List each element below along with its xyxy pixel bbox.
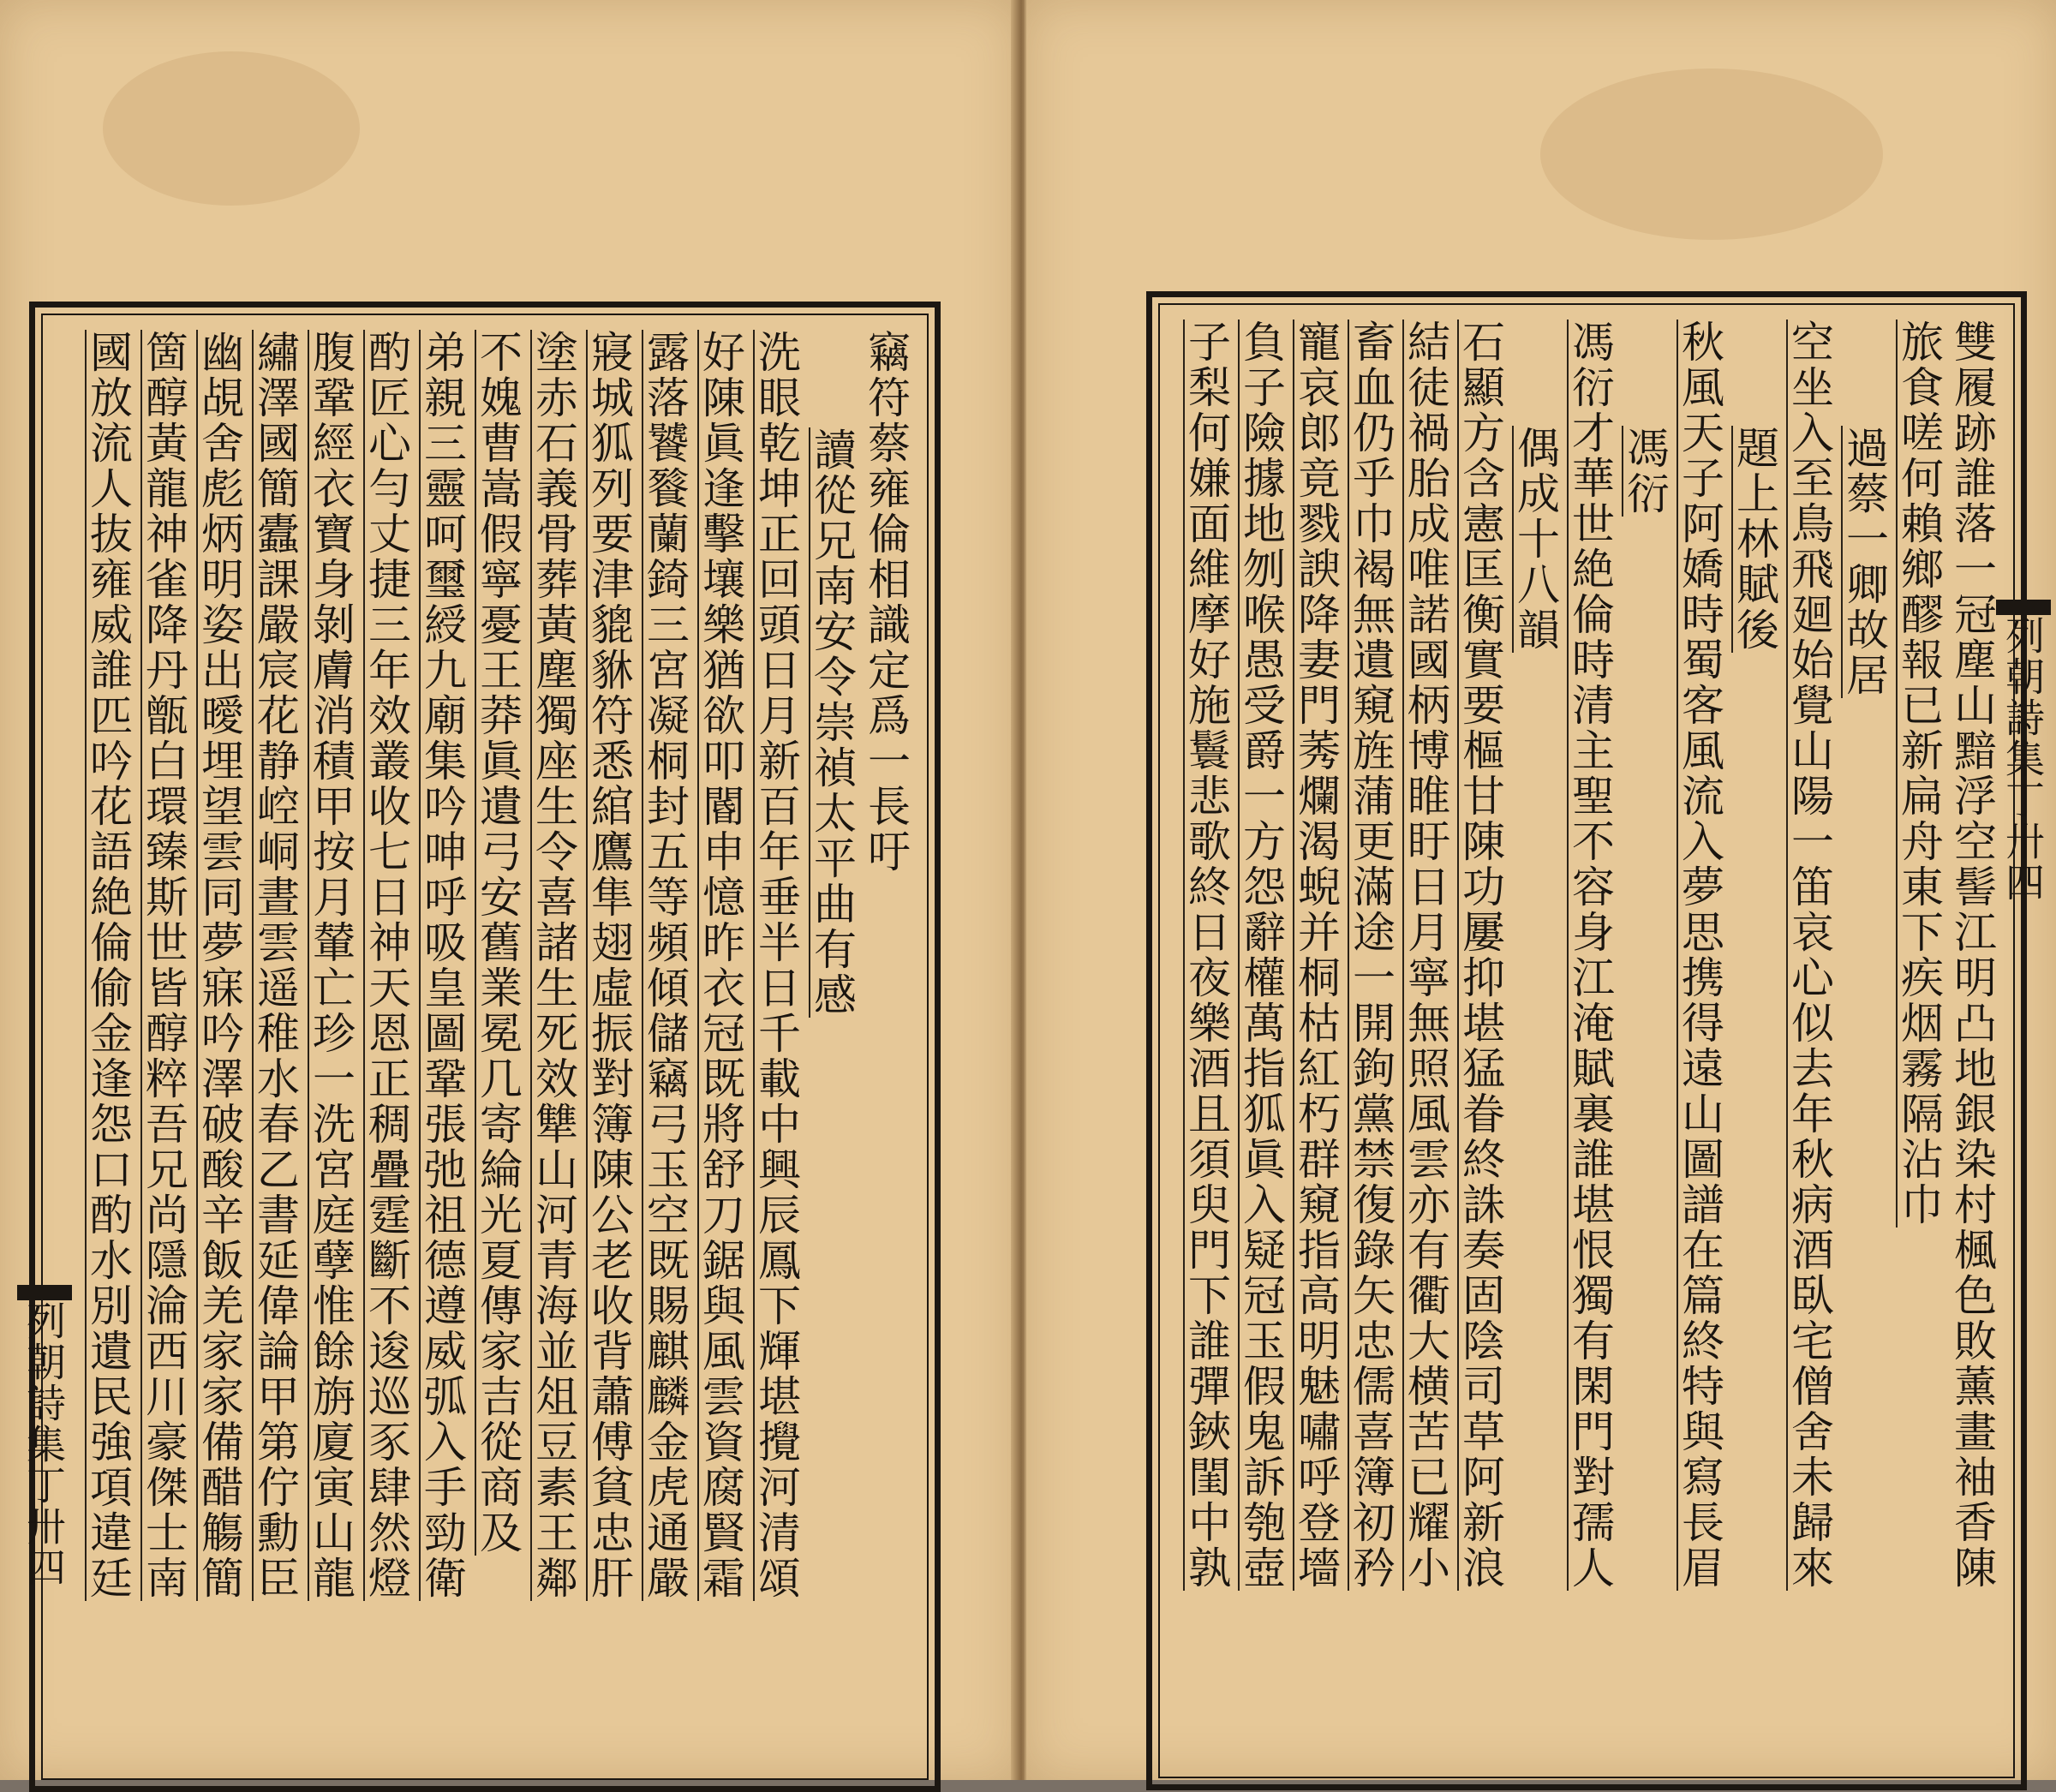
left-column-11: 腹鞏經衣寶身剝膚消積甲按月輦亡珍一洗宮庭孽惟餘旃廈寅山龍 (306, 330, 356, 1601)
right-column-14: 負子險據地刎喉愚受爵一方怨辭權萬指狐眞入疑冠玉假鬼訴匏壺 (1236, 320, 1286, 1591)
right-column-10: 石顯方含憲匡衡實要樞甘陳功屢抑堪猛眷終誅奏固陰司草阿新浪 (1455, 320, 1505, 1591)
left-column-5: 露落饕餮蘭錡三宮凝桐封五等頻傾儲竊弓玉空既賜麒麟金虎通嚴 (640, 330, 690, 1601)
left-column-12: 繡澤國簡蠹課嚴宸花静崆峒晝雲遥稚水春乙書延偉論甲第佇勳臣 (250, 330, 300, 1601)
left-center-strip: 列朝詩集丁卅四 (17, 1285, 72, 1711)
left-page (0, 0, 1019, 1780)
left-column-7: 塗赤石義骨葬黃塵獨座生令喜諸生死效犨山河青海並俎豆素王鄰 (529, 330, 578, 1601)
left-column-9: 弟親三靈呵璽綬九廟集吟呻呼吸皇圖鞏張弛祖德遵威弧入手勁衛 (417, 330, 467, 1601)
right-column-4: 空坐入至鳥飛廻始覺山陽一笛哀心似去年秋病酒臥宅僧舍未歸來 (1784, 320, 1834, 1591)
right-column-2: 旅食嗟何賴鄉醪報已新扁舟東下疾烟霧隔沾巾 (1894, 320, 1944, 1228)
right-column-3: 過蔡一卿故居 (1839, 426, 1889, 698)
left-column-6: 寢城狐列要津貔貅符悉綰鷹隼翅虛振對簿陳公老收背蕭傅貧忠肝 (584, 330, 634, 1601)
left-column-14: 箇醇黃龍神雀降丹甑白環臻斯世皆醇粹吾兄尚隱淪西川豪傑士南 (139, 330, 188, 1601)
right-column-8: 馮衍才華世絶倫時清主聖不容身江淹賦裏誰堪恨獨有閑門對孺人 (1565, 320, 1615, 1591)
left-column-15: 國放流人抜雍威誰匹吟花語絶倫偷金逢怨口酌水別遺民強項違廷 (83, 330, 133, 1601)
left-column-2: 讀從兄南安令崇禎太平曲有感 (807, 427, 857, 1018)
left-column-1: 竊符蔡雍倫相識定爲一長吁 (861, 330, 911, 875)
right-center-strip: 列朝詩集丁卅四 (1996, 600, 2051, 1215)
right-text-frame (1146, 291, 2027, 1790)
right-column-15: 子梨何嫌面維摩好施鬟悲歌終日夜樂酒且須臾門下誰彈鋏閨中孰 (1181, 320, 1231, 1591)
left-column-13: 幽覘舍彪炳明姿出曖埋望雲同夢寐吟澤破酸辛飯羌家家備醋觴簡 (194, 330, 244, 1601)
right-column-6: 秋風天子阿嬌時蜀客風流入夢思携得遠山圖譜在篇終特與寫長眉 (1675, 320, 1724, 1591)
right-column-1: 雙履跡誰落一冠塵山黯浮空髻江明凸地銀染村楓色敗薰畫袖香陳 (1947, 320, 1997, 1591)
right-column-5: 題上林賦後 (1730, 426, 1779, 653)
right-column-12: 畜血仍乎巾褐無遺窺旌蒲更滿途一開鉤黨禁復錄矢忠儒喜簿初矜 (1346, 320, 1396, 1591)
right-column-7: 馮衍 (1620, 426, 1670, 517)
left-column-3: 洗眼乾坤正回頭日月新百年垂半日千載中興辰鳳下輝堪攪河清頌 (751, 330, 801, 1601)
left-text-frame (29, 302, 941, 1792)
right-column-11: 結徒禍胎成唯諾國柄博睢盱日月寧無照風雲亦有衢大横苦已耀小 (1401, 320, 1450, 1591)
right-column-13: 寵哀郎竟戮諛降妻門莠爛渴蜺并桐枯紅朽群窺指高明魅嘯呼登墻 (1291, 320, 1341, 1591)
right-column-9: 偶成十八韻 (1510, 426, 1560, 653)
left-column-10: 酌匠心勻丈捷三年效叢收七日神天恩正稠疊霆斷不逡巡豕肆然燈 (362, 330, 411, 1601)
left-column-4: 好陳眞逢擊壤樂猶欲叩閽申憶昨衣冠既將舒刀鋸與風雲資腐賢霜 (696, 330, 745, 1601)
left-column-8: 不媿曹嵩假寧憂王莽眞遺弓安舊業冕几寄綸光夏傳家吉從商及 (473, 330, 523, 1556)
